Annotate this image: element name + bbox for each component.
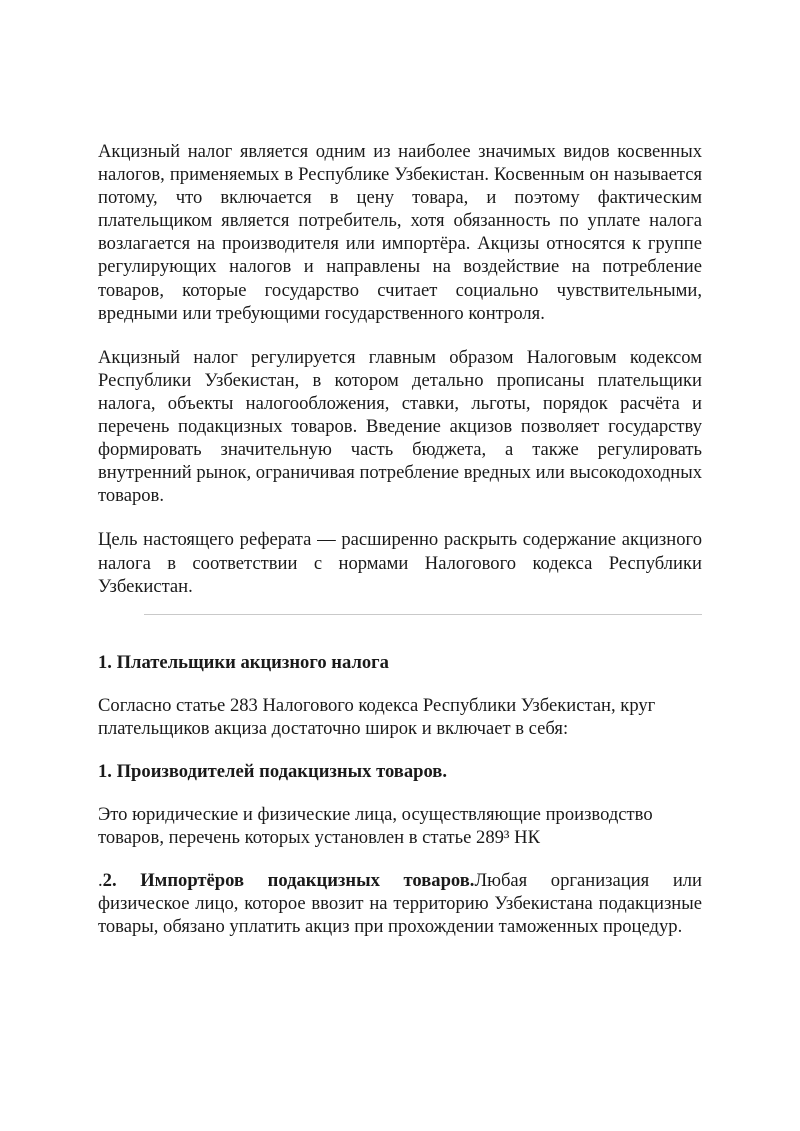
list-item-2 [98, 869, 702, 938]
section-heading: 1. Плательщики акцизного налога [98, 651, 389, 673]
list-item-1-heading: 1. Производителей подакцизных товаров. [98, 760, 447, 782]
intro-paragraph-3: Цель настоящего реферата — расширенно раскрыть содержание акцизного налога в соответствии с нормами Налогового кодекса Республики Узбекистан. [98, 529, 702, 597]
horizontal-divider [144, 614, 702, 615]
list-item-2-text: Любая организация или физическое лицо, которое ввозит на территорию Узбекистана подакцизные товары, обязано уплатить акциз при прохождении таможенных процедур. [98, 870, 703, 938]
intro-paragraph-1: Акцизный налог является одним из наиболее значимых видов косвенных налогов, применяемых в Республике Узбекистан. Косвенным он называется потому, что включается в цену товара, и поэтому фактическим плательщиком является потребитель, хотя обязанность по уплате налога возлагается на производителя или импортёра. Акцизы относятся к группе регулирующих налогов и направлены на воздействие на потребление товаров, которые государство считает социально чувствительными, вредными или требующими государственного контроля. [98, 141, 702, 324]
list-item-1-text: Это юридические и физические лица, осуществляющие производство товаров, перечень которых установлен в статье 289³ НК [98, 804, 653, 849]
section-intro: Согласно статье 283 Налогового кодекса Республики Узбекистан, круг плательщиков акциза достаточно широк и включает в себя: [98, 694, 656, 739]
list-item-2-heading: 2. Импортёров подакцизных товаров. [102, 870, 475, 892]
intro-paragraph-2: Акцизный налог регулируется главным образом Налоговым кодексом Республики Узбекистан, в котором детально прописаны плательщики налога, объекты налогообложения, ставки, льготы, порядок расчёта и перечень подакцизных товаров. Введение акцизов позволяет государству формировать значительную часть бюджета, а также регулировать внутренний рынок, ограничивая потребление вредных или высокодоходных товаров. [98, 346, 702, 507]
document-page [98, 140, 702, 939]
list-item-2-prefix: . [98, 870, 103, 892]
